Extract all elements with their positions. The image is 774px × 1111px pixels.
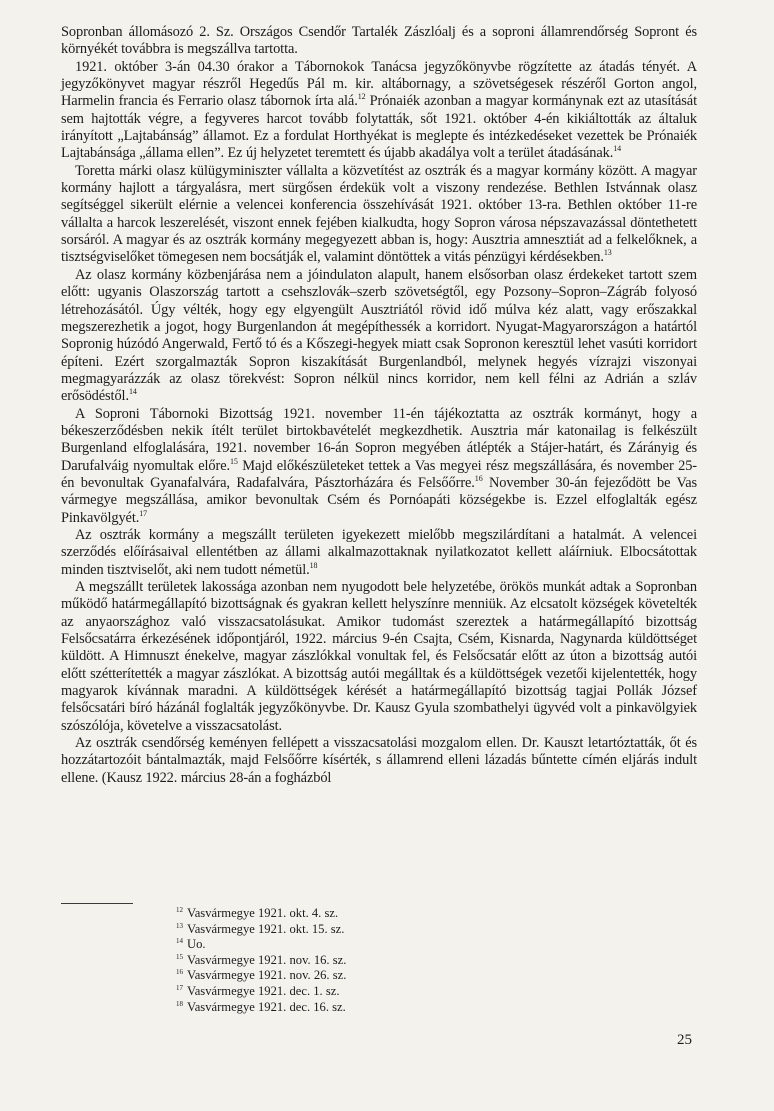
footnote-reference: 14 xyxy=(128,387,137,397)
paragraph-text: Sopronban állomásozó 2. Sz. Országos Csendőr Tartalék Zászlóalj és a soproni államrendőrség Sopront és környékét továbbra is megszállva tartotta. xyxy=(61,24,697,58)
paragraph-text: Az olasz kormány közbenjárása nem a jóindulaton alapult, hanem elsősorban olasz érdekeket tartott szem előtt: ugyanis Olaszország tartott a csehszlovák–szerb szövetségtől, egy Pozsony–Sopron–Zágráb folyosó létrehozásától. Úgy vélték, hogy egy elgyengült Ausztriától rövid idő múlva kéz alatt, vagy erőszakkal megszerezhetik a jogot, hogy Burgenlandon át megépíthessék a korridort. Nyugat-Magyarországon a határtól Sopronig húzódó Angerwald, Fertő tó és a Kőszegi-hegyek miatt csak Sopronon keresztül lehet vasúti korridort építeni. Ezért szorgalmazták Sopron kiszakítását Burgenlandból, melynek hegyés vízrajzi viszonyai megmagyarázzák az olasz törekvést: Sopron nélkül nincs korridor, nem kell félni az Adrián a szláv erősödéstől. xyxy=(61,266,697,405)
paragraph xyxy=(61,24,697,59)
footnote xyxy=(176,968,346,984)
footnote-reference: 17 xyxy=(139,508,148,518)
footnote-text: Vasvármegye 1921. nov. 16. sz. xyxy=(187,952,347,967)
paragraph xyxy=(61,163,697,267)
footnote-text: Vasvármegye 1921. okt. 15. sz. xyxy=(187,921,345,936)
footnote-reference: 12 xyxy=(357,92,366,102)
body-text xyxy=(61,24,697,787)
paragraph-text: Az osztrák kormány a megszállt területen igyekezett mielőbb megszilárdítani a hatalmát. A velencei szerződés előírásaival ellentétben az állami alkalmazottaknak nyilatkozatot kellett aláírniuk. Elbocsátottak minden tisztviselőt, aki nem tudott németül. xyxy=(61,526,697,578)
paragraph-text: Prónaiék azonban a magyar kormánynak ezt az utasítását sem hajtották végre, a fegyveres harcot tovább folytatták, sőt 1921. október 4-én kikiáltották az általuk irányított „Lajtabánság” államot. Ez a fordulat Horthyékat is meglepte és intézkedéseket vezettek be Prónaiék Lajtabánsága „állama ellen”. Ez új helyzetet teremtett és újabb akadálya volt a terület átadásának. xyxy=(61,93,697,162)
footnote-text: Vasvármegye 1921. nov. 26. sz. xyxy=(187,968,347,983)
footnote xyxy=(176,922,346,938)
paragraph xyxy=(61,735,697,787)
paragraph xyxy=(61,59,697,163)
paragraph xyxy=(61,527,697,579)
footnote-reference: 14 xyxy=(613,144,622,154)
footnote-text: Uo. xyxy=(187,937,206,952)
footnote-reference: 18 xyxy=(309,560,318,570)
paragraph-text: Toretta márki olasz külügyminiszter vállalta a közvetítést az osztrák és a magyar kormány között. A magyar kormány hajlott a tárgyalásra, mert sürgősen érdekük volt a viszony rendezése. Bethlen Istvánnak olasz segítséggel sikerült elérnie a velencei konferencia összehívását 1921. október 13-ra. Bethlen október 11-re vállalta a harcok leszerelését, viszont ennek fejében kialkudta, hogy Sopron városa népszavazással döntethetett sorsáról. A magyar és az osztrák kormány megegyezett abban is, hogy: Ausztria amnesztiát ad a felkelőknek, a tisztségviselőket tömegesen nem bocsátják el, valamint döntöttek a vitás pénzügyi kérdésekben. xyxy=(61,162,697,266)
footnote xyxy=(176,1000,346,1016)
paragraph-text: 1921. október 3-án 04.30 órakor a Tábornokok Tanácsa jegyzőkönyvbe rögzítette az átadás tényét. A jegyzőkönyvet magyar részről Hegedűs Pál m. kir. altábornagy, a szövetségesek részéről Gorton angol, Harmelin francia és Ferrario olasz tábornok írta alá. xyxy=(61,58,697,110)
paragraph xyxy=(61,267,697,406)
footnote-reference: 16 xyxy=(474,473,483,483)
footnote xyxy=(176,937,346,953)
footnote xyxy=(176,953,346,969)
footnote-number: 16 xyxy=(176,968,183,977)
paragraph-text: A Soproni Tábornoki Bizottság 1921. november 11-én tájékoztatta az osztrák kormányt, hogy a békeszerződésben nekik ítélt terület birtokbavételét megkezdhetik. Ausztria már katonailag is felkészült Burgenland elfoglalására, 1921. november 16-án Sopron megyében átlépték a Stájer-határt, és Zárányig és Darufalváig nyomultak előre. xyxy=(61,405,697,474)
paragraph-text: Majd előkészületeket tettek a Vas megyei rész megszállására, és november 25-én bevonultak Gyanafalvára, Radafalvára, Pásztorházára és Felsőőrre. xyxy=(61,457,697,491)
footnote xyxy=(176,906,346,922)
footnote-text: Vasvármegye 1921. dec. 16. sz. xyxy=(187,999,346,1014)
footnotes xyxy=(176,906,346,1015)
footnote-separator xyxy=(61,903,133,904)
footnote-number: 17 xyxy=(176,983,183,992)
paragraph-text: November 30-án fejeződött be Vas vármegye megszállása, amikor bevonultak Csém és Pornóapáti községekbe is. Ezzel elfoglalták egész Pinkavölgyét. xyxy=(61,474,697,526)
page-number: 25 xyxy=(677,1032,692,1048)
footnote-number: 14 xyxy=(176,937,183,946)
footnote-number: 15 xyxy=(176,952,183,961)
footnote-reference: 13 xyxy=(603,248,612,258)
paragraph-text: Az osztrák csendőrség keményen fellépett a visszacsatolási mozgalom ellen. Dr. Kauszt letartóztatták, őt és hozzátartozóit bántalmazták, majd Felsőőrre kísérték, s államrend elleni lázadás bűntette címén eljárás indult ellene. (Kausz 1922. március 28-án a fogházból xyxy=(61,735,697,786)
footnote-text: Vasvármegye 1921. okt. 4. sz. xyxy=(187,906,339,920)
paragraph xyxy=(61,579,697,735)
footnote-number: 12 xyxy=(176,906,183,914)
footnote-reference: 15 xyxy=(230,456,238,466)
paragraph-text: A megszállt területek lakossága azonban nem nyugodott bele helyzetébe, örökös munkát adtak a Sopronban működő határmegállapító bizottságnak és gyakran kellett helyszínre menniük. Az elcsatolt községek követelték az anyaországhoz való visszacsatolásukat. Amikor tudomást szereztek a határmegállapító bizottság Felsőcsatárra érkezésének időpontjáról, 1922. március 9-én Csajta, Csém, Kisnarda, Nagynarda küldöttséget küldött. A Himnuszt énekelve, magyar zászlókkal vonultak fel, és Felsőcsatár előtt az úton a bizottság autói előtt szétterítették a magyar zászlókat. A bizottság autói megálltak és a küldöttségek vezetői kijelentették, hogy magyarok kívánnak maradni. A küldöttségek kérését a határmegállapító bizottság tagjai Pollák József felsőcsatári bíró házánál foglalták jegyzőkönyvbe. Dr. Kausz Gyula szombathelyi ügyvéd volt a pinkavölgyiek szószólója, követelve a visszacsatolást. xyxy=(61,579,697,734)
footnote-number: 13 xyxy=(176,921,183,930)
footnote xyxy=(176,984,346,1000)
footnote-number: 18 xyxy=(176,999,183,1008)
paragraph xyxy=(61,406,697,527)
footnote-text: Vasvármegye 1921. dec. 1. sz. xyxy=(187,983,340,998)
